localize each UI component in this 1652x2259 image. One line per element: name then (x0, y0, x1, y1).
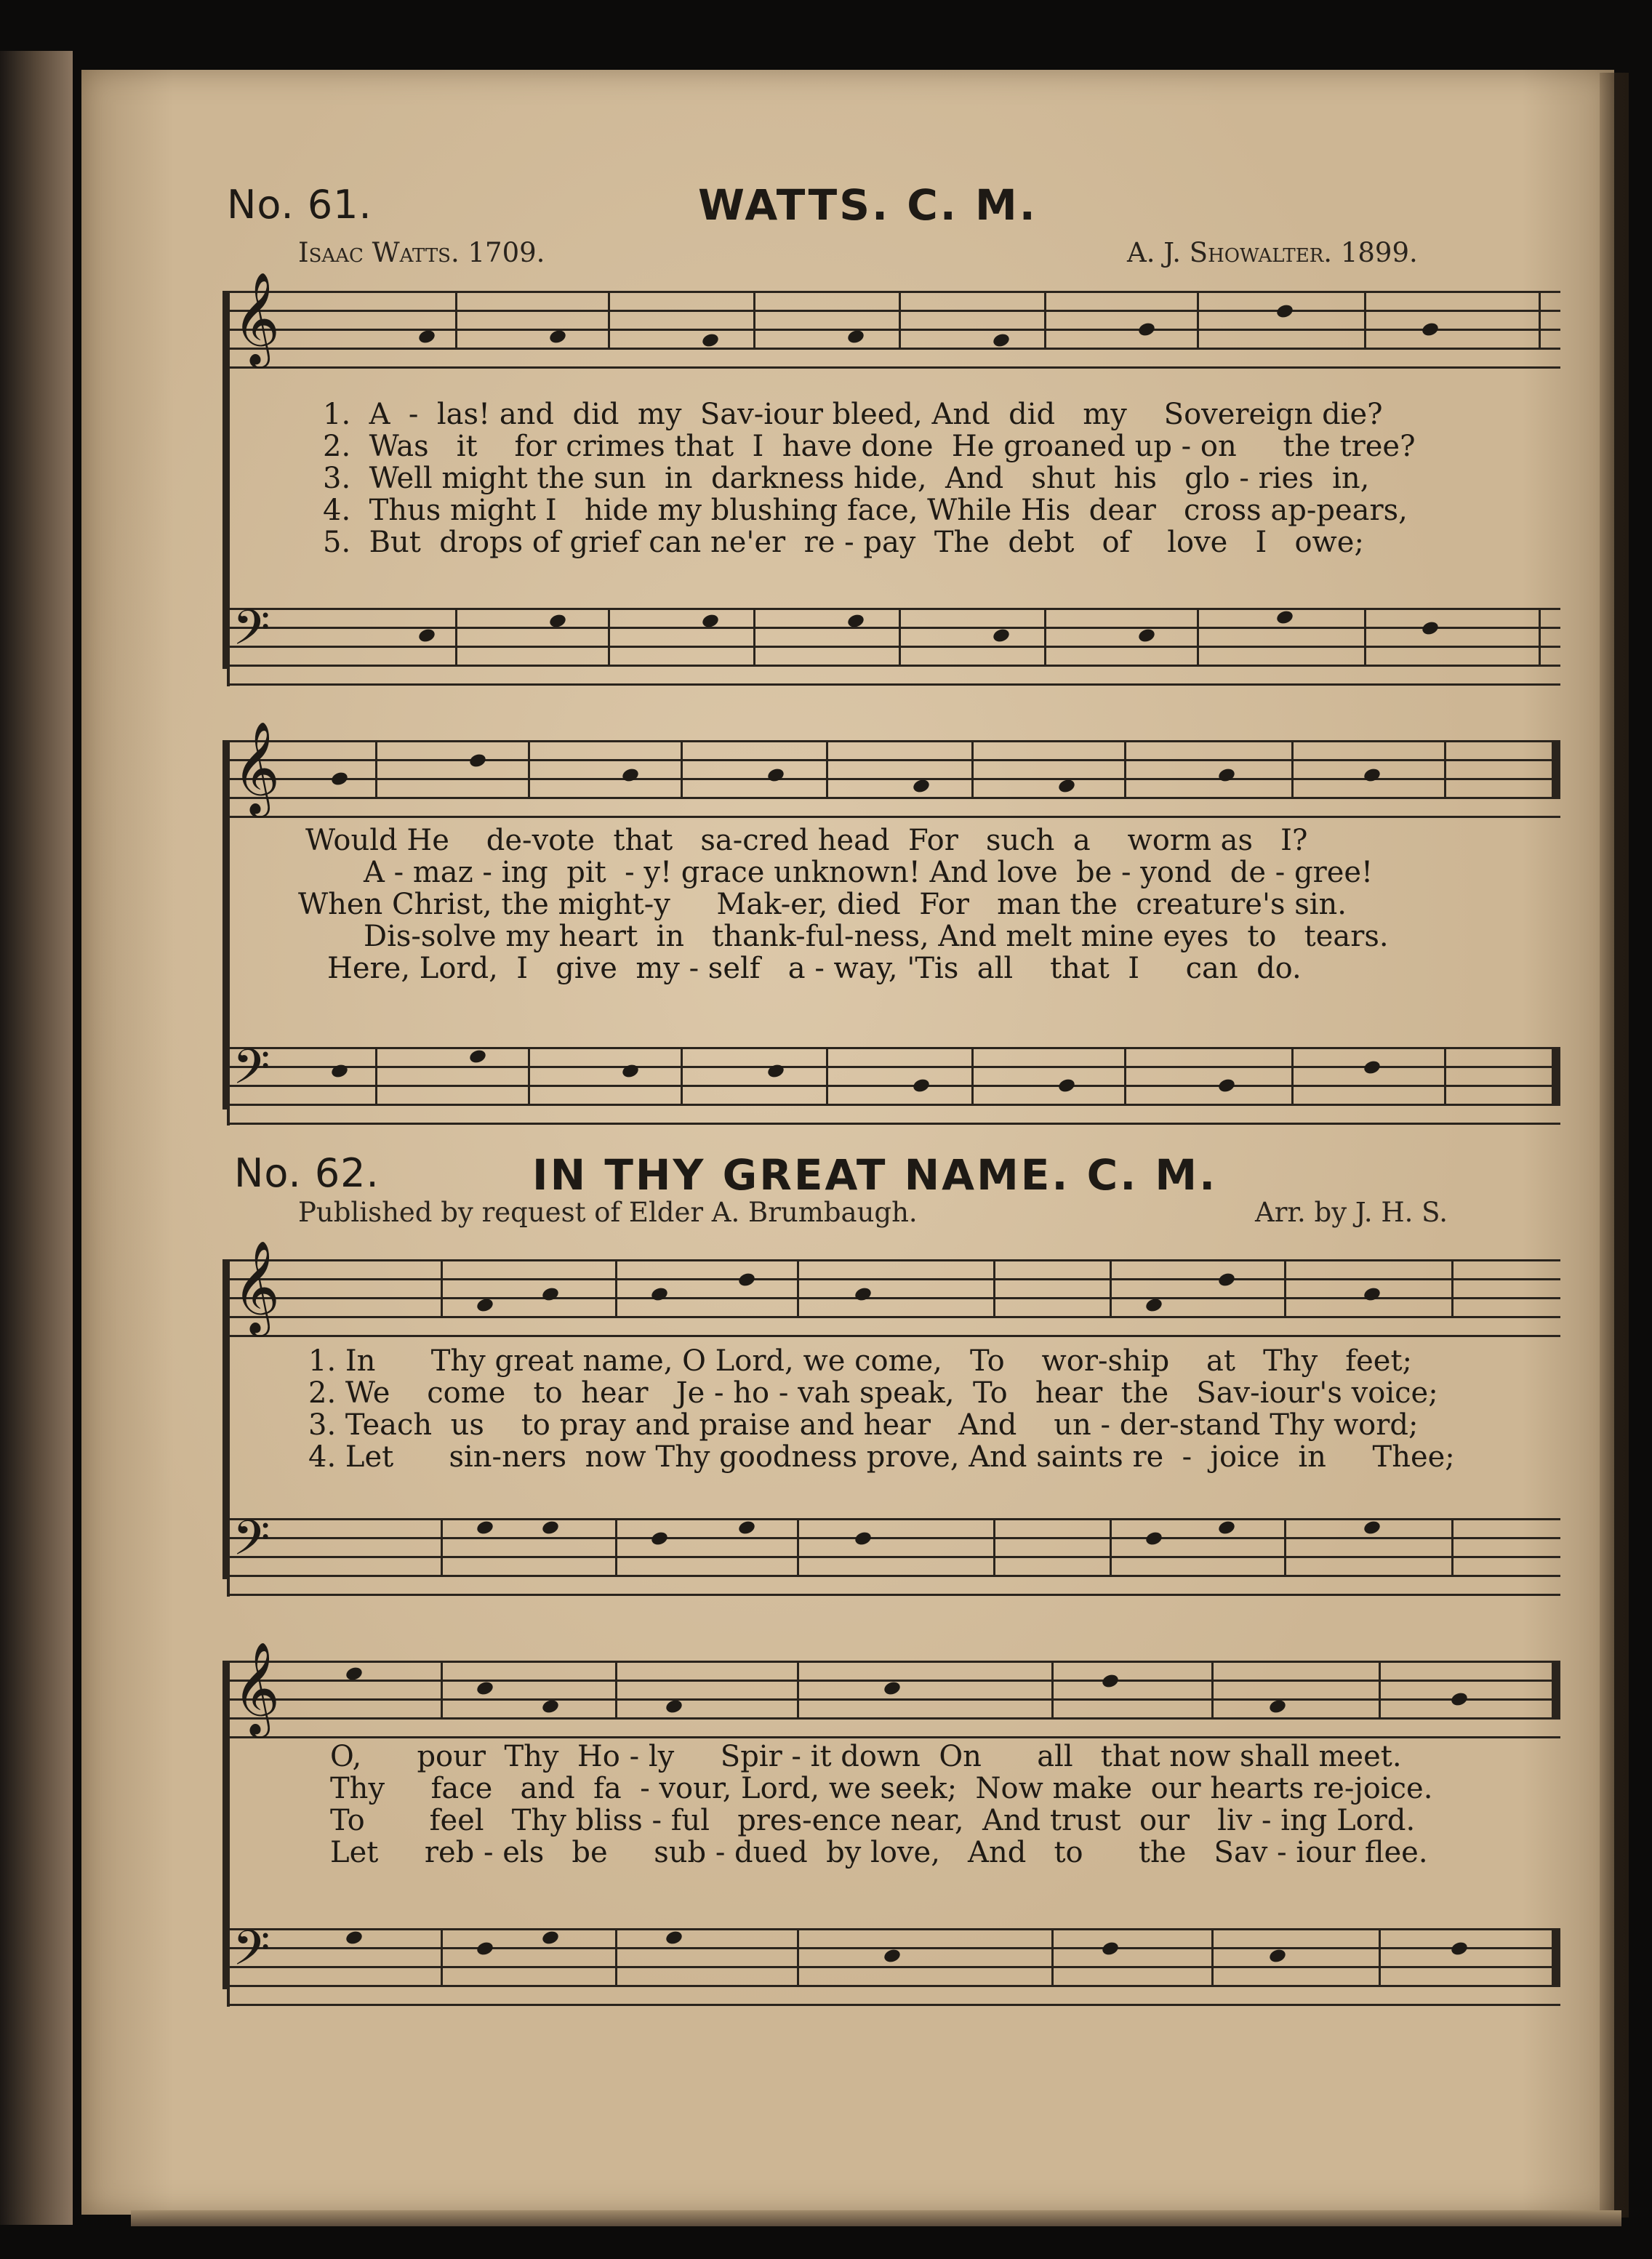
note-icon (541, 1286, 560, 1303)
note-icon (992, 627, 1011, 644)
note-icon (1101, 1941, 1120, 1957)
barline (528, 740, 530, 799)
note-icon (737, 1520, 756, 1536)
note-icon (1275, 303, 1294, 320)
barline (1451, 1259, 1453, 1318)
note-icon (1450, 1941, 1469, 1957)
verse-line: 5. But drops of grief can ne'er re - pay The debt of love I owe; (323, 526, 1364, 559)
bass-clef-icon: 𝄢 (233, 1920, 270, 1988)
barline (455, 291, 457, 350)
note-icon (548, 613, 567, 630)
verse-line: 2. We come to hear Je - ho - vah speak, To hear the Sav-iour's voice; (308, 1376, 1438, 1410)
note-icon (1421, 620, 1440, 637)
barline (993, 1259, 995, 1318)
treble-staff (227, 1641, 1560, 1739)
final-barline (1552, 1928, 1560, 1987)
barline (441, 1928, 443, 1987)
note-icon (417, 329, 436, 345)
page-edge-shadow (1600, 73, 1629, 2218)
final-barline (1552, 1047, 1560, 1106)
barline (753, 608, 755, 667)
note-icon (737, 1272, 756, 1288)
barline (797, 1661, 799, 1720)
note-icon (417, 627, 436, 644)
note-icon (468, 753, 487, 769)
barline (1364, 291, 1366, 350)
note-icon (330, 771, 349, 787)
bass-staff (227, 1039, 1560, 1126)
note-icon (1144, 1297, 1163, 1314)
barline (1124, 740, 1126, 799)
barline (753, 291, 755, 350)
barline (1051, 1928, 1054, 1987)
verse-line: Dis-solve my heart in thank-ful-ness, And melt mine eyes to tears. (364, 920, 1389, 953)
barline (441, 1518, 443, 1577)
barline (615, 1518, 617, 1577)
barline (971, 1047, 974, 1106)
composer-credit: Arr. by J. H. S. (1255, 1197, 1448, 1228)
barline (615, 1661, 617, 1720)
barline (441, 1661, 443, 1720)
barline (1197, 291, 1199, 350)
barline (899, 608, 901, 667)
barline (899, 291, 901, 350)
barline (797, 1928, 799, 1987)
treble-clef-icon: 𝄞 (233, 1641, 281, 1734)
note-icon (1363, 1286, 1382, 1303)
barline (1291, 1047, 1294, 1106)
note-icon (1217, 1272, 1236, 1288)
verse-line: Here, Lord, I give my - self a - way, 'Tis all that I can do. (327, 952, 1302, 985)
note-icon (1275, 609, 1294, 626)
barline (971, 740, 974, 799)
system-brace (222, 291, 230, 669)
lyricist-credit: Published by request of Elder A. Brumbaugh. (298, 1197, 918, 1228)
note-icon (1363, 767, 1382, 784)
note-icon (1217, 1078, 1236, 1094)
barline (608, 608, 610, 667)
barline (615, 1928, 617, 1987)
barline (681, 740, 683, 799)
barline (1364, 608, 1366, 667)
final-barline (1552, 740, 1560, 799)
note-icon (548, 329, 567, 345)
note-icon (476, 1941, 494, 1957)
note-icon (701, 613, 720, 630)
verse-line: Would He de-vote that sa-cred head For such a worm as I? (305, 824, 1308, 857)
barline (1444, 1047, 1446, 1106)
note-icon (1363, 1520, 1382, 1536)
note-icon (1144, 1530, 1163, 1547)
barline (1539, 608, 1541, 667)
note-icon (854, 1286, 873, 1303)
bass-staff (227, 1920, 1560, 2007)
note-icon (1363, 1059, 1382, 1076)
verse-line: Let reb - els be sub - dued by love, And to the Sav - iour flee. (330, 1836, 1428, 1869)
barline (441, 1259, 443, 1318)
note-icon (846, 613, 865, 630)
hymn-title: WATTS. C. M. (698, 180, 1038, 230)
treble-staff (227, 1240, 1560, 1338)
treble-clef-icon: 𝄞 (233, 721, 281, 814)
note-icon (476, 1680, 494, 1697)
barline (1284, 1259, 1286, 1318)
verse-line: 3. Well might the sun in darkness hide, And shut his glo - ries in, (323, 462, 1370, 495)
barline (375, 1047, 377, 1106)
note-icon (665, 1930, 683, 1946)
note-icon (854, 1530, 873, 1547)
note-icon (1450, 1691, 1469, 1708)
note-icon (1057, 778, 1076, 795)
verse-line: 2. Was it for crimes that I have done He groaned up - on the tree? (323, 430, 1416, 463)
note-icon (1421, 321, 1440, 338)
barline (608, 291, 610, 350)
verse-line: 4. Thus might I hide my blushing face, While His dear cross ap-pears, (323, 494, 1408, 527)
barline (797, 1259, 799, 1318)
note-icon (912, 778, 931, 795)
system-brace (222, 740, 230, 1110)
barline (375, 740, 377, 799)
note-icon (1137, 627, 1156, 644)
barline (1110, 1259, 1112, 1318)
barline (1211, 1928, 1214, 1987)
verse-line: To feel Thy bliss - ful pres-ence near, And trust our liv - ing Lord. (330, 1804, 1416, 1837)
barline (1451, 1518, 1453, 1577)
barline (1539, 291, 1541, 350)
note-icon (476, 1297, 494, 1314)
barline (1284, 1518, 1286, 1577)
barline (826, 740, 828, 799)
hymn-title: IN THY GREAT NAME. C. M. (532, 1150, 1218, 1200)
note-icon (650, 1286, 669, 1303)
book-binding-edge (0, 51, 73, 2225)
note-icon (912, 1078, 931, 1094)
verse-line: 1. A - las! and did my Sav-iour bleed, And did my Sovereign die? (323, 398, 1383, 431)
verse-line: Thy face and fa - vour, Lord, we seek; Now make our hearts re-joice. (330, 1772, 1433, 1805)
note-icon (992, 332, 1011, 349)
note-icon (1137, 321, 1156, 338)
treble-clef-icon: 𝄞 (233, 271, 281, 364)
page-bottom-edge (131, 2210, 1621, 2226)
treble-clef-icon: 𝄞 (233, 1240, 281, 1333)
note-icon (345, 1930, 364, 1946)
barline (1379, 1661, 1381, 1720)
verse-line: 3. Teach us to pray and praise and hear And un - der-stand Thy word; (308, 1408, 1419, 1442)
note-icon (621, 767, 640, 784)
note-icon (701, 332, 720, 349)
barline (1291, 740, 1294, 799)
composer-credit: A. J. Showalter. 1899. (1127, 237, 1418, 268)
barline (615, 1259, 617, 1318)
note-icon (541, 1520, 560, 1536)
verse-line: 4. Let sin-ners now Thy goodness prove, And saints re - joice in Thee; (308, 1440, 1455, 1474)
note-icon (621, 1063, 640, 1080)
note-icon (1268, 1948, 1287, 1965)
final-barline (1552, 1661, 1560, 1720)
note-icon (476, 1520, 494, 1536)
bass-clef-icon: 𝄢 (233, 600, 270, 667)
verse-line: 1. In Thy great name, O Lord, we come, To wor-ship at Thy feet; (308, 1344, 1413, 1378)
barline (1044, 608, 1046, 667)
note-icon (541, 1930, 560, 1946)
note-icon (1101, 1673, 1120, 1690)
barline (1124, 1047, 1126, 1106)
note-icon (1057, 1078, 1076, 1094)
note-icon (766, 1063, 785, 1080)
system-brace (222, 1259, 230, 1579)
barline (1197, 608, 1199, 667)
barline (993, 1518, 995, 1577)
bass-staff (227, 1510, 1560, 1597)
note-icon (1268, 1698, 1287, 1715)
note-icon (883, 1680, 902, 1697)
bass-clef-icon: 𝄢 (233, 1510, 270, 1578)
barline (1051, 1661, 1054, 1720)
note-icon (345, 1666, 364, 1682)
system-brace (222, 1661, 230, 1989)
lyricist-credit: Isaac Watts. 1709. (298, 237, 545, 268)
note-icon (883, 1948, 902, 1965)
note-icon (766, 767, 785, 784)
barline (1211, 1661, 1214, 1720)
hymnal-page (81, 70, 1614, 2215)
note-icon (1217, 1520, 1236, 1536)
treble-staff (227, 271, 1560, 369)
bass-staff (227, 600, 1560, 686)
note-icon (846, 329, 865, 345)
bass-clef-icon: 𝄢 (233, 1039, 270, 1107)
hymn-number: No. 61. (227, 182, 372, 228)
verse-line: When Christ, the might-y Mak-er, died For man the creature's sin. (298, 888, 1347, 921)
barline (1044, 291, 1046, 350)
note-icon (468, 1048, 487, 1065)
barline (681, 1047, 683, 1106)
barline (826, 1047, 828, 1106)
verse-line: O, pour Thy Ho - ly Spir - it down On all that now shall meet. (330, 1740, 1402, 1773)
note-icon (665, 1698, 683, 1715)
barline (1444, 740, 1446, 799)
treble-staff (227, 721, 1560, 819)
barline (1379, 1928, 1381, 1987)
barline (528, 1047, 530, 1106)
note-icon (541, 1698, 560, 1715)
note-icon (1217, 767, 1236, 784)
barline (1110, 1518, 1112, 1577)
barline (455, 608, 457, 667)
note-icon (330, 1063, 349, 1080)
barline (797, 1518, 799, 1577)
verse-line: A - maz - ing pit - y! grace unknown! And love be - yond de - gree! (364, 856, 1374, 889)
note-icon (650, 1530, 669, 1547)
hymn-number: No. 62. (234, 1150, 380, 1196)
